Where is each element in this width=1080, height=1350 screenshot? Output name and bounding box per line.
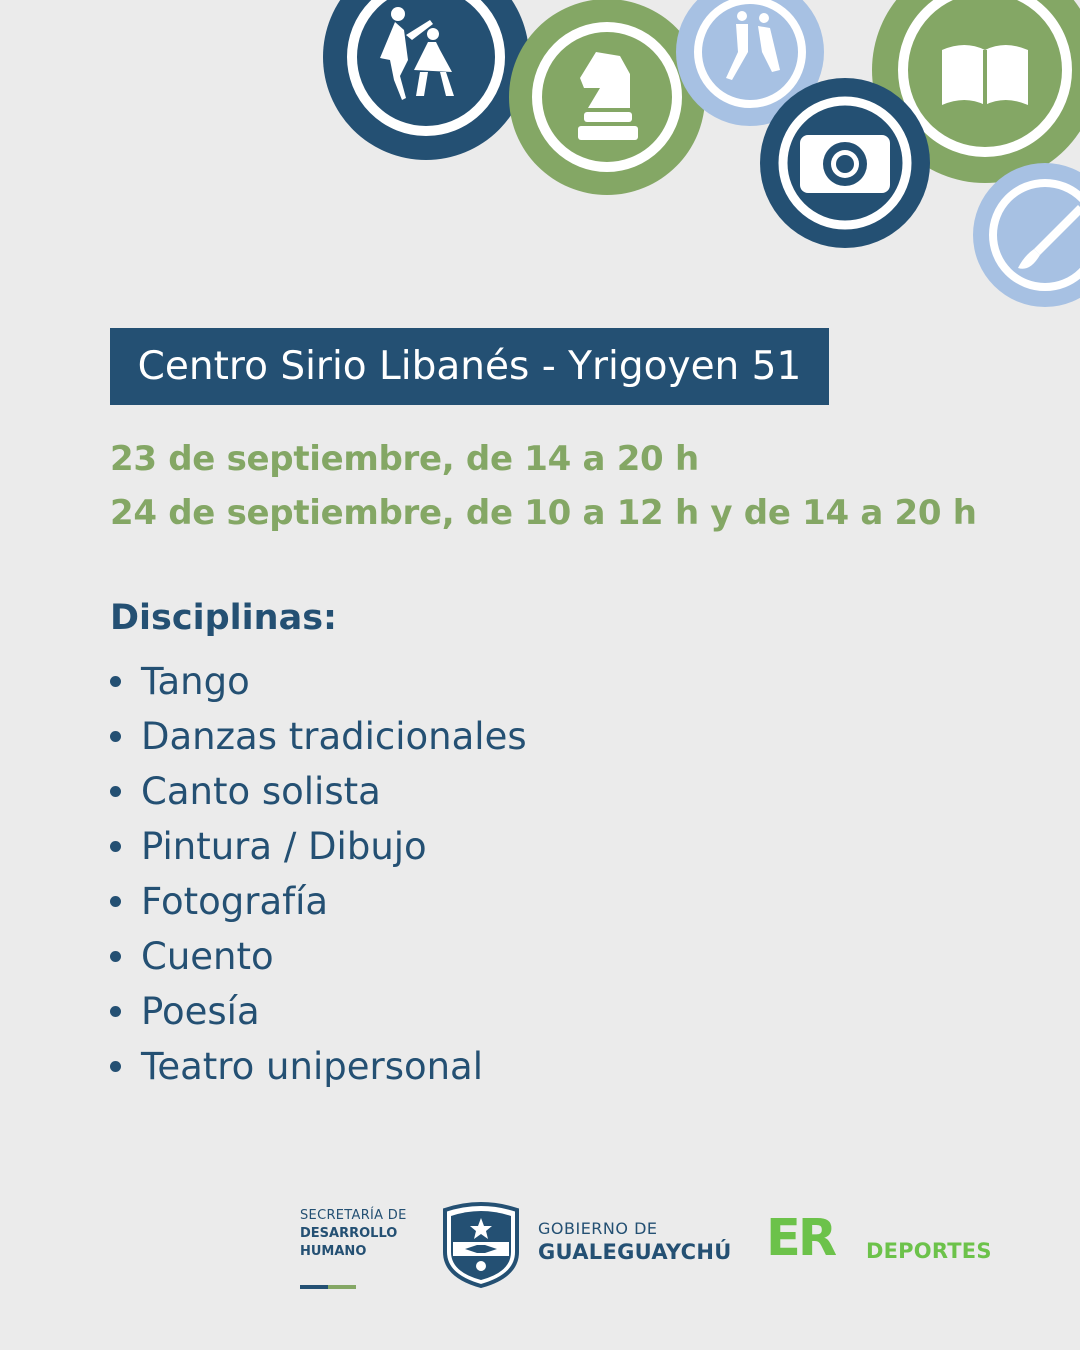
- discipline-label: Tango: [141, 660, 250, 703]
- bullet-icon: [110, 951, 121, 962]
- bullet-icon: [110, 841, 121, 852]
- paintbrush-icon: [973, 163, 1080, 307]
- list-item: [108, 1039, 527, 1094]
- list-item: [108, 764, 527, 819]
- venue-banner: [110, 328, 829, 405]
- discipline-label: Fotografía: [141, 880, 329, 923]
- list-item: [108, 929, 527, 984]
- list-item: [108, 984, 527, 1039]
- deportes-label: DEPORTES: [866, 1239, 992, 1263]
- discipline-label: Pintura / Dibujo: [141, 825, 427, 868]
- bullet-icon: [110, 1061, 121, 1072]
- discipline-label: Cuento: [141, 935, 274, 978]
- bullet-icon: [110, 1006, 121, 1017]
- footer-logos: [0, 1195, 1080, 1305]
- er-logo: ER: [766, 1209, 835, 1268]
- secretaria-line-3: HUMANO: [300, 1244, 367, 1259]
- secretaria-line-2: DESARROLLO: [300, 1226, 398, 1241]
- bullet-icon: [110, 786, 121, 797]
- discipline-label: Danzas tradicionales: [141, 715, 527, 758]
- discipline-label: Teatro unipersonal: [141, 1045, 484, 1088]
- discipline-label: Canto solista: [141, 770, 381, 813]
- secretaria-logo: [300, 1207, 407, 1261]
- list-item: [108, 819, 527, 874]
- disciplines-title: Disciplinas:: [110, 598, 338, 638]
- gobierno-logo: [538, 1219, 732, 1264]
- bullet-icon: [110, 676, 121, 687]
- ballet-icon: [323, 0, 529, 160]
- venue-text: Centro Sirio Libanés - Yrigoyen 51: [137, 344, 802, 389]
- secretaria-line-1: SECRETARÍA DE: [300, 1208, 407, 1223]
- bullet-icon: [110, 731, 121, 742]
- gobierno-line-1: GOBIERNO DE: [538, 1219, 658, 1238]
- list-item: [108, 874, 527, 929]
- camera-icon: [760, 78, 930, 248]
- gobierno-line-2: GUALEGUAYCHÚ: [538, 1240, 732, 1264]
- discipline-label: Poesía: [141, 990, 260, 1033]
- secretaria-underline: [300, 1274, 357, 1278]
- shield-icon: [441, 1200, 521, 1288]
- discipline-icons-banner: [0, 0, 1080, 320]
- list-item: [108, 709, 527, 764]
- schedule-day-1: 23 de septiembre, de 14 a 20 h: [110, 439, 699, 479]
- disciplines-list: [108, 654, 527, 1094]
- bullet-icon: [110, 896, 121, 907]
- schedule-day-2: 24 de septiembre, de 10 a 12 h y de 14 a 20 h: [110, 493, 977, 533]
- chess-knight-icon: [509, 0, 705, 195]
- schedule: [110, 432, 977, 540]
- list-item: [108, 654, 527, 709]
